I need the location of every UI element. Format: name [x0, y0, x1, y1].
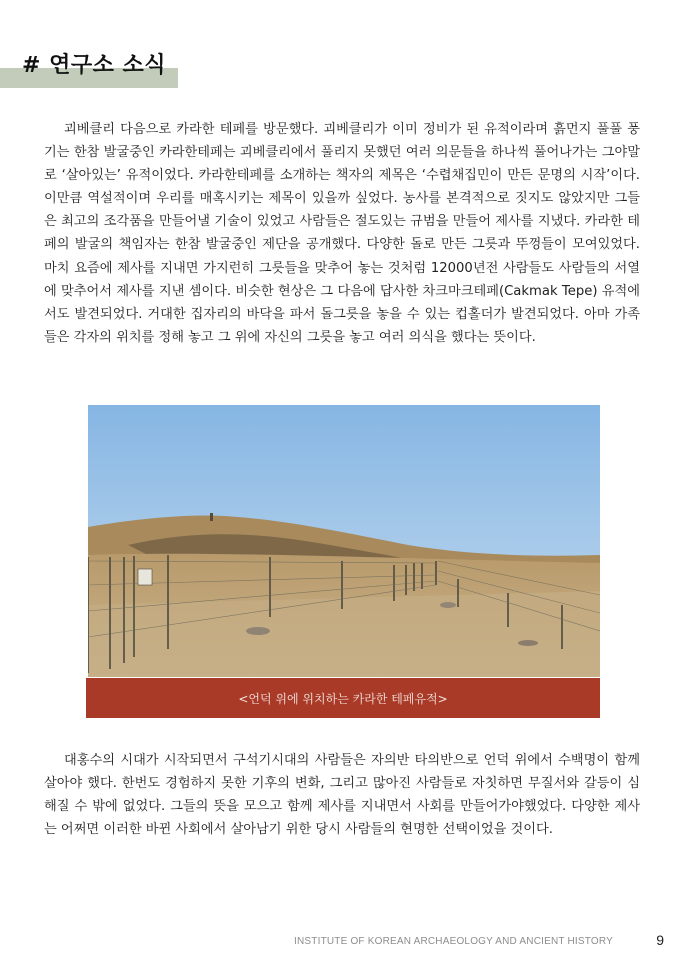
site-photo [88, 405, 600, 677]
footer-institute: INSTITUTE OF KOREAN ARCHAEOLOGY AND ANCIENT HISTORY [294, 936, 613, 947]
body-paragraph-2: 대홍수의 시대가 시작되면서 구석기시대의 사람들은 자의반 타의반으로 언덕 위에서 수백명이 함께 살아야 했다. 한번도 경험하지 못한 기후의 변화, 그리고 많아진 사람들로 자칫하면 무질서와 갈등이 심해질 수 밖에 없었다. 그들의 뜻을 모으고 함께 제사를 지내면서 사회를 만들어가야했었다. 다양한 제사는 어쩌면 이러한 바뀐 사회에서 살아남기 위한 당시 사람들의 현명한 선택이었을 것이다. [44, 753, 640, 838]
body-paragraph-1: 괴베클리 다음으로 카라한 테페를 방문했다. 괴베클리가 이미 정비가 된 유적이라며 흙먼지 풀풀 풍기는 한참 발굴중인 카라한테페는 괴베클리에서 풀리지 못했던 여러 의문들을 하나씩 풀어나가는 그야말로 ‘살아있는’ 유적이었다. 카라한테페를 소개하는 책자의 제목은 ‘수렵채집민이 만든 문명의 시작’이다. 이만큼 역설적이며 우리를 매혹시키는 제목이 있을까 싶었다. 농사를 본격적으로 짓지도 않았지만 그들은 최고의 조각품을 만들어낼 기술이 있었고 사람들은 절도있는 규범을 만들어 제사를 지냈다. 카라한 테페의 발굴의 책임자는 한참 발굴중인 제단을 공개했다. 다양한 돌로 만든 그릇과 뚜껑들이 모여있었다. 마치 요즘에 제사를 지내면 가지런히 그릇들을 맞추어 놓는 것처럼 12000년전 사람들도 사람들의 서열에 맞추어서 제사를 지낸 셈이다. 비슷한 현상은 그 다음에 답사한 차크마크테페(Cakmak Tepe) 유적에서도 발견되었다. 거대한 집자리의 바닥을 파서 돌그릇을 놓을 수 있는 컵홀더가 발견되었다. 아마 가족들은 각자의 위치를 정해 놓고 그 위에 자신의 그릇을 놓고 여러 의식을 했다는 뜻이다. [44, 122, 640, 345]
photo-caption: <언덕 위에 위치하는 카라한 테페유적> [86, 678, 600, 718]
page-title: # 연구소 소식 [22, 53, 167, 78]
page-number: 9 [656, 932, 664, 948]
